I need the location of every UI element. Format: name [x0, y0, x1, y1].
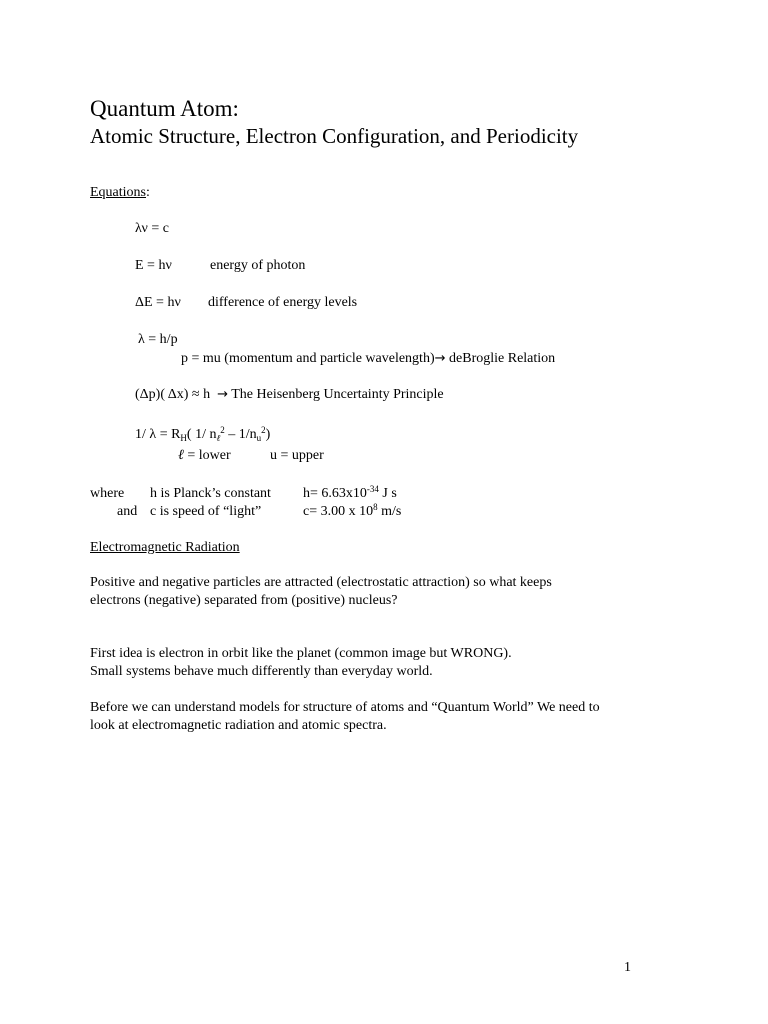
light-value-mantissa: c= 3.00 x 10 [303, 504, 374, 519]
planck-constant-value [303, 484, 397, 501]
planck-value-unit: J s [378, 486, 397, 501]
paragraph-2-line-2: Small systems behave much differently than everyday world. [90, 664, 433, 679]
equation-momentum-note: (momentum and particle wavelength) [224, 351, 435, 366]
equation-rydberg [135, 425, 271, 443]
rydberg-lhs: 1/ λ [135, 427, 157, 442]
speed-of-light-definition: c is speed of “light” [150, 504, 262, 519]
page-number: 1 [624, 960, 631, 975]
right-arrow-icon: → [217, 387, 228, 402]
rydberg-constant: = R [156, 427, 181, 442]
planck-constant-definition: h is Planck’s constant [150, 486, 271, 501]
equation-photon-energy-note: energy of photon [210, 258, 306, 273]
planck-value-exponent: -34 [366, 484, 379, 494]
lower-level-symbol: ℓ [178, 448, 184, 463]
equations-heading [90, 186, 150, 200]
upper-level-definition: u = upper [270, 448, 324, 463]
planck-value-mantissa: h= 6.63x10 [303, 486, 367, 501]
equation-wavelength-frequency: λν = c [135, 221, 169, 236]
paragraph-2-line-1: First idea is electron in orbit like the planet (common image but WRONG). [90, 646, 512, 661]
equation-uncertainty: (Δp)( Δx) ≈ h [135, 387, 211, 402]
and-label: and [117, 504, 138, 519]
equation-momentum-line [181, 352, 555, 366]
where-label: where [90, 486, 125, 501]
light-value-unit: m/s [377, 504, 402, 519]
debroglie-relation-label: deBroglie Relation [445, 351, 556, 366]
equation-energy-difference: ΔE = hν [135, 295, 181, 310]
light-value-exponent: 8 [373, 502, 378, 512]
equation-energy-difference-note: difference of energy levels [208, 295, 358, 310]
paragraph-3-line-1: Before we can understand models for structure of atoms and “Quantum World” We need to [90, 700, 600, 715]
equation-debroglie: λ = h/p [138, 332, 178, 347]
upper-level-subscript: u [256, 433, 262, 443]
lower-level-definition [178, 449, 231, 463]
right-arrow-icon: → [434, 351, 446, 366]
rydberg-constant-subscript: H [180, 433, 187, 443]
section-heading-em-radiation: Electromagnetic Radiation [90, 540, 240, 555]
heisenberg-principle-label: The Heisenberg Uncertainty Principle [231, 387, 444, 402]
equation-uncertainty-line [135, 388, 444, 402]
equation-photon-energy: E = hν [135, 258, 172, 273]
page-subtitle: Atomic Structure, Electron Configuration, and Periodicity [90, 124, 579, 148]
page-title: Quantum Atom: [90, 96, 239, 121]
upper-level-exponent: 2 [261, 425, 266, 435]
paragraph-1-line-1: Positive and negative particles are attracted (electrostatic attraction) so what keeps [90, 575, 552, 590]
lower-level-text: = lower [183, 448, 231, 463]
rydberg-lower-term: ( 1/ n [186, 427, 217, 442]
rydberg-upper-term: – 1/n [224, 427, 257, 442]
equations-heading-colon: : [146, 185, 150, 200]
lower-level-exponent: 2 [220, 425, 225, 435]
equations-heading-label: Equations [90, 185, 146, 200]
paragraph-1-line-2: electrons (negative) separated from (positive) nucleus? [90, 593, 398, 608]
equation-momentum: p = mu [181, 351, 221, 366]
paragraph-3-line-2: look at electromagnetic radiation and atomic spectra. [90, 718, 387, 733]
speed-of-light-value [303, 502, 402, 519]
rydberg-close-paren: ) [265, 427, 271, 442]
lower-level-subscript: ℓ [216, 433, 221, 443]
